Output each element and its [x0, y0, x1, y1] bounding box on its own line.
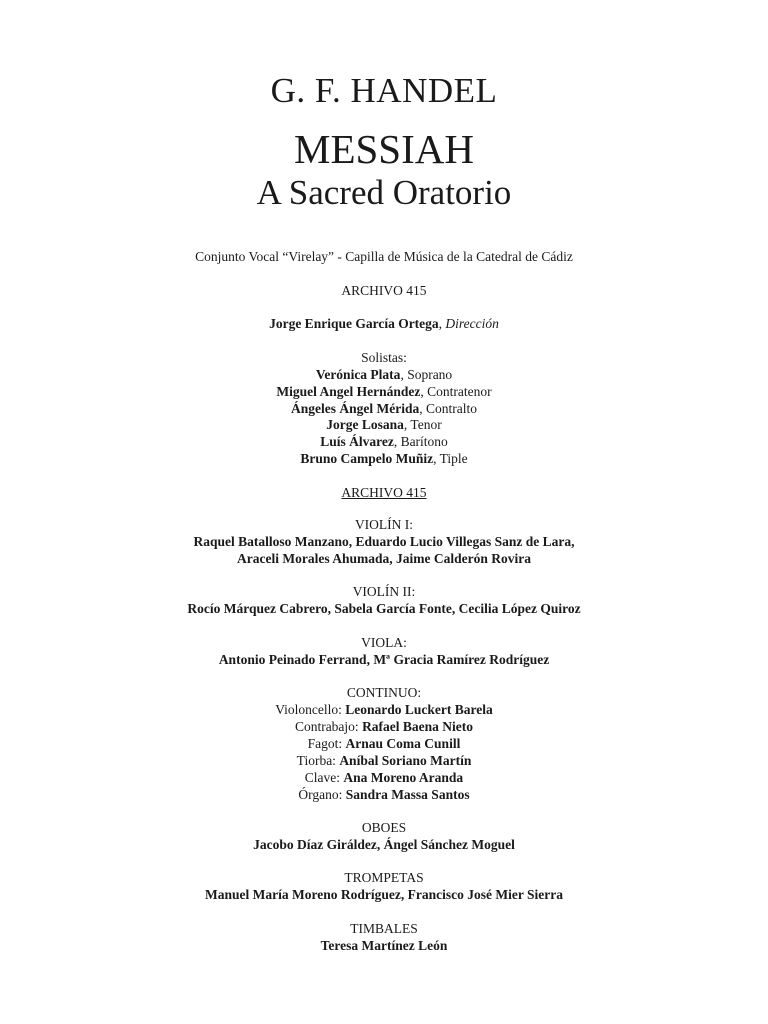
continuo-heading: CONTINUO: [346, 685, 422, 700]
continuo-player: Ana Moreno Aranda [343, 770, 464, 785]
violin2-players: Rocío Márquez Cabrero, Sabela García Fonte, Cecilia López Quiroz [187, 601, 581, 616]
continuo-row [0, 701, 768, 718]
viola-heading: VIOLA: [361, 635, 407, 650]
continuo-instrument: Clave: [304, 770, 341, 785]
soloist-name: Luís Álvarez [320, 434, 394, 449]
violin1-players: Raquel Batalloso Manzano, Eduardo Lucio Villegas Sanz de Lara, [193, 534, 575, 549]
soloist-name: Bruno Campelo Muñiz [300, 451, 434, 466]
continuo-row [0, 752, 768, 769]
soloist-role: Contralto [425, 401, 477, 416]
soloist-row: Ángeles Ángel Mérida, Contralto [291, 401, 477, 416]
violin1-players: Araceli Morales Ahumada, Jaime Calderón Rovira [237, 551, 531, 566]
soloist-role: Barítono [400, 434, 448, 449]
continuo-player: Aníbal Soriano Martín [339, 753, 472, 768]
continuo-row [0, 718, 768, 735]
continuo-instrument: Tiorba: [296, 753, 336, 768]
archive-label-underlined [0, 484, 768, 501]
soloist-row: Bruno Campelo Muñiz, Tiple [300, 451, 468, 466]
violin1-heading: VIOLÍN I: [354, 517, 414, 532]
soloist-role: Contratenor [427, 384, 492, 399]
continuo-instrument: Contrabajo: [294, 719, 359, 734]
archive-label-text: ARCHIVO 415 [341, 485, 427, 500]
oboes-players: Jacobo Díaz Giráldez, Ángel Sánchez Moguel [253, 837, 515, 852]
soloist-row: Miguel Angel Hernández, Contratenor [276, 384, 492, 399]
trumpets-players: Manuel María Moreno Rodríguez, Francisco José Mier Sierra [205, 887, 563, 902]
soloist-name: Verónica Plata [315, 367, 401, 382]
timpani-player: Teresa Martínez León [320, 938, 448, 953]
continuo-row [0, 735, 768, 752]
continuo-instrument: Órgano: [298, 787, 343, 802]
continuo-player: Rafael Baena Nieto [362, 719, 474, 734]
soloist-row: Verónica Plata, Soprano [315, 367, 453, 382]
soloists-heading: Solistas: [361, 350, 407, 365]
soloist-row: Jorge Losana, Tenor [326, 417, 442, 432]
violin2-heading: VIOLÍN II: [352, 584, 416, 599]
continuo-instrument: Fagot: [307, 736, 343, 751]
viola-players: Antonio Peinado Ferrand, Mª Gracia Ramírez Rodríguez [218, 652, 550, 667]
soloist-row: Luís Álvarez, Barítono [320, 434, 448, 449]
work-title: MESSIAH [294, 126, 474, 172]
soloist-name: Ángeles Ángel Mérida [291, 401, 420, 416]
soloist-name: Jorge Losana [326, 417, 404, 432]
archive-label: ARCHIVO 415 [341, 283, 427, 298]
continuo-player: Arnau Coma Cunill [345, 736, 461, 751]
continuo-row [0, 786, 768, 803]
oboes-heading: OBOES [361, 820, 407, 835]
continuo-row [0, 769, 768, 786]
soloist-role: Tenor [410, 417, 442, 432]
trumpets-heading: TROMPETAS [344, 870, 424, 885]
director-line: Jorge Enrique García Ortega, Dirección [269, 316, 499, 331]
soloist-role: Soprano [407, 367, 453, 382]
composer-name: G. F. HANDEL [270, 71, 498, 110]
soloist-role: Tiple [439, 451, 468, 466]
continuo-player: Sandra Massa Santos [345, 787, 470, 802]
timpani-heading: TIMBALES [350, 921, 418, 936]
soloist-name: Miguel Angel Hernández [276, 384, 421, 399]
continuo-instrument: Violoncello: [275, 702, 342, 717]
director-name: Jorge Enrique García Ortega [269, 316, 439, 331]
continuo-player: Leonardo Luckert Barela [345, 702, 493, 717]
ensemble-line: Conjunto Vocal “Virelay” - Capilla de Música de la Catedral de Cádiz [195, 249, 573, 264]
work-subtitle: A Sacred Oratorio [256, 173, 512, 212]
director-role: Dirección [445, 316, 499, 331]
